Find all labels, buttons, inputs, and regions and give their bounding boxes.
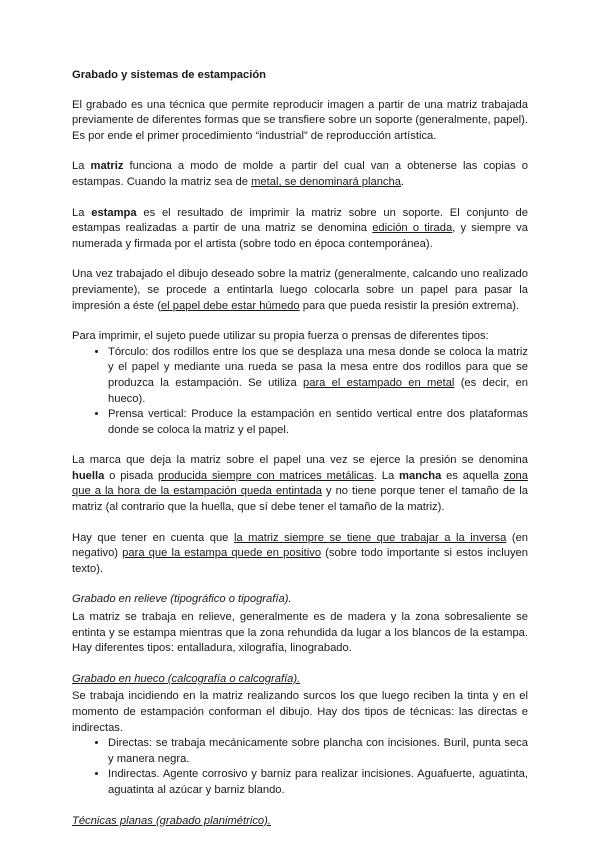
paragraph-matriz: La matriz funciona a modo de molde a partir del cual van a obtenerse las copias o estampas. Cuando la matriz sea de metal, se denominará plancha. (72, 160, 528, 188)
paragraph-procedure: Una vez trabajado el dibujo deseado sobre la matriz (generalmente, calcando uno realizado previamente), se procede a entintarla luego colocarla sobre un papel para pasar la impresión a éste (el papel debe estar húmedo para que pueda resistir la presión extrema). (72, 268, 528, 312)
paragraph-inversa: Hay que tener en cuenta que la matriz siempre se tiene que trabajar a la inversa (en negativo) para que la estampa quede en positivo (sobre todo importante si estos incluyen texto). (72, 531, 529, 575)
paragraph-relieve: La matriz se trabaja en relieve, generalmente es de madera y la zona sobresaliente se entinta y se estampa mientras que la zona rehundida da lugar a los blancos de la estampa. Hay diferentes tipos: entalladura, xilografía, linograbado. (72, 611, 528, 655)
paragraph-huella: La marca que deja la matriz sobre el papel una vez se ejerce la presión se denomina huella o pisada producida siempre con matrices metálicas. La mancha es aquella zona que a la hora de la estampación queda entintada y no tiene porque tener el tamaño de la matriz (al contrario que la huella, que sí debe tener el tamaño de la matriz). (72, 454, 528, 514)
document-title: Grabado y sistemas de estampación (72, 69, 266, 81)
paragraph-estampa: La estampa es el resultado de imprimir la matriz sobre un soporte. El conjunto de estampas realizadas a partir de una matriz se denomina edición o tirada, y siempre va numerada y firmada por el artista (sobre todo en época contemporánea). (72, 206, 528, 250)
term-estampa: estampa (91, 206, 137, 219)
term-mancha: mancha (399, 469, 442, 482)
press-list (72, 345, 528, 439)
heading-relieve: Grabado en relieve (tipográfico o tipografía). (72, 593, 292, 606)
heading-planas: Técnicas planas (grabado planimétrico). (72, 814, 271, 827)
paragraph-hueco: Se trabaja incidiendo en la matriz realizando surcos los que luego reciben la tinta y en el momento de estampación conforman el dibujo. Hay dos tipos de técnicas: las directas e indirectas. (72, 690, 528, 734)
technique-list (72, 736, 528, 798)
underlined-edicion: edición o tirada (372, 222, 453, 235)
heading-hueco: Grabado en hueco (calcografía o calcografía). (72, 672, 301, 685)
document-page (72, 68, 528, 831)
list-item-directas: • Directas: se trabaja mecánicamente sobre plancha con incisiones. Buril, punta seca y manera negra. (108, 736, 528, 767)
list-item-prensa: • Prensa vertical: Produce la estampación en sentido vertical entre dos plataformas donde se coloca la matriz y el papel. (108, 407, 528, 438)
paragraph-imprimir: Para imprimir, el sujeto puede utilizar su propia fuerza o prensas de diferentes tipos: (72, 330, 489, 343)
term-huella: huella (72, 469, 105, 482)
list-item-indirectas: • Indirectas. Agente corrosivo y barniz para realizar incisiones. Aguafuerte, aguatinta, aguatinta al azúcar y barniz blando. (108, 767, 528, 798)
underlined-papel-humedo: el papel debe estar húmedo (160, 299, 300, 312)
term-matriz: matriz (90, 160, 124, 173)
underlined-plancha: metal, se denominará plancha (251, 175, 401, 188)
paragraph-intro: El grabado es una técnica que permite reproducir imagen a partir de una matriz trabajada previamente de diferentes formas que se transfiere sobre un soporte (generalmente, papel). Es por ende el primer procedimiento “industrial” de reproducción artística. (72, 98, 528, 142)
list-item-torculo: • Tórculo: dos rodillos entre los que se desplaza una mesa donde se coloca la matriz y el papel y mediante una rueda se pasa la mesa entre dos rodillos para que se produzca la estampación. Se utiliza para el estampado en metal (es decir, en hueco). (108, 345, 528, 407)
